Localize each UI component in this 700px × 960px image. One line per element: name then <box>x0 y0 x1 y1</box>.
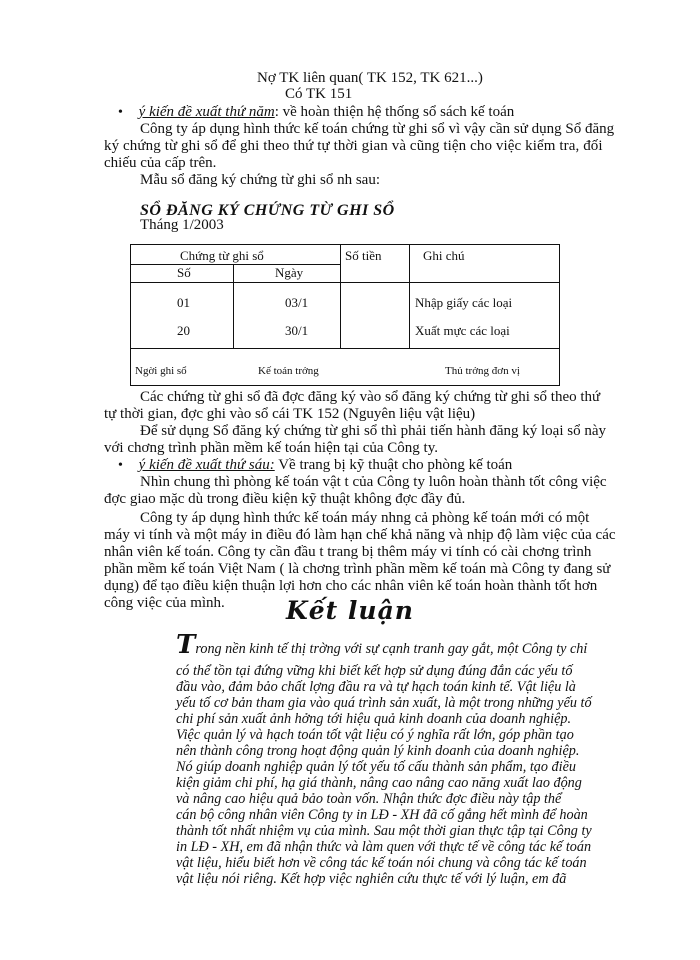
conclusion-line: thành tốt nhất nhiệm vụ của mình. Sau một thời gian thực tập tại Công ty <box>176 823 592 839</box>
proposal5-line: Mẫu sổ đăng ký chứng từ ghi sổ nh sau: <box>140 172 380 188</box>
proposal5-label: ý kiến đề xuất thứ năm <box>138 104 275 120</box>
paragraph-line: với chơng trình phần mềm kế toán hiện tại của Công ty. <box>104 440 438 456</box>
paragraph-line: Để sử dụng Sổ đăng ký chứng từ ghi sổ thì phải tiến hành đăng ký loại sổ này <box>140 423 607 439</box>
bullet-icon: • <box>118 105 123 120</box>
proposal5-line: ký chứng từ ghi sổ để ghi theo thứ tự thời gian và cũng tiện cho việc kiểm tra, đối <box>104 138 603 154</box>
bullet-icon: • <box>118 458 123 473</box>
conclusion-line: và nâng cao hiệu quả bảo toàn vốn. Nhận thức đợc điều này tập thể <box>176 791 562 807</box>
drop-cap: T <box>176 630 196 660</box>
row-note: Nhập giấy các loại <box>415 295 513 310</box>
ledger-title: SỔ ĐĂNG KÝ CHỨNG TỪ GHI SỔ <box>140 202 395 219</box>
conclusion-line: in LĐ - XH, em đã nhận thức và làm quen với thực tế về công tác kế toán <box>176 839 592 855</box>
col-header-amount: Số tiền <box>345 248 382 263</box>
col-header-date: Ngày <box>275 265 304 280</box>
signature-recorder: Ngời ghi sổ <box>135 365 187 377</box>
conclusion-line: yếu tố cơ bản tham gia vào quá trình sản xuất, là một trong những yếu tố <box>176 695 592 711</box>
proposal6-line: Công ty áp dụng hình thức kế toán máy nhng cả phòng kế toán mới có một <box>140 510 590 526</box>
proposal6-line: máy vi tính và một máy in điều đó làm hạn chế khả năng và nhịp độ làm việc của các <box>104 527 616 543</box>
conclusion-line: vật liệu nói riêng. Kết hợp việc nghiên cứu thực tế với lý luận, em đã <box>176 871 567 887</box>
proposal6-line: Nhìn chung thì phòng kế toán vật t của Công ty luôn hoàn thành tốt công việc <box>140 474 607 490</box>
row-number: 20 <box>177 323 190 338</box>
col-header-note: Ghi chú <box>423 248 465 263</box>
proposal6-label: ý kiến đề xuất thứ sáu: <box>138 457 275 473</box>
proposal5-line: Công ty áp dụng hình thức kế toán chứng từ ghi sổ vì vậy cần sử dụng Sổ đăng <box>140 121 615 137</box>
proposal6-line: dụng) để tạo điều kiện thuận lợi hơn cho các nhân viên kế toán hoàn thành tốt hơn <box>104 578 598 594</box>
paragraph-line: Các chứng từ ghi sổ đã đợc đăng ký vào sổ đăng ký chứng từ ghi sổ theo thứ <box>140 389 601 405</box>
paragraph-line: tự thời gian, đợc ghi vào sổ cái TK 152 (Nguyên liệu vật liệu) <box>104 406 476 422</box>
proposal5-topic: : về hoàn thiện hệ thống sổ sách kế toán <box>274 104 515 120</box>
proposal6-line: nhân viên kế toán. Công ty cần đầu t trang bị thêm máy vi tính có cài chơng trình <box>104 544 592 560</box>
conclusion-line: rong nền kinh tế thị trờng với sự cạnh tranh gay gắt, một Công ty chỉ <box>195 641 588 657</box>
conclusion-first-line <box>176 630 587 660</box>
conclusion-title: Kết luận <box>286 596 414 625</box>
conclusion-line: có thể tồn tại đứng vững khi biết kết hợp sử dụng đúng đắn các yếu tố <box>176 663 573 679</box>
conclusion-line: kiện giảm chi phí, hạ giá thành, nâng cao nâng cao năng xuất lao động <box>176 775 582 791</box>
conclusion-line: Việc quản lý và hạch toán tốt vật liệu có ý nghĩa rất lớn, góp phần tạo <box>176 727 574 743</box>
debit-entry: Nợ TK liên quan( TK 152, TK 621...) <box>257 70 483 86</box>
col-header-number: Số <box>177 265 191 280</box>
conclusion-line: Nó giúp doanh nghiệp quản lý tốt yếu tố cấu thành sản phẩm, tạo điều <box>176 759 576 775</box>
signature-head: Thủ trởng đơn vị <box>445 365 520 377</box>
conclusion-line: cán bộ công nhân viên Công ty in LĐ - XH đã cố gắng hết mình để hoàn <box>176 807 588 823</box>
proposal6-line: công việc của mình. <box>104 595 225 611</box>
credit-entry: Có TK 151 <box>285 86 353 102</box>
proposal6-line: phần mềm kế toán Việt Nam ( là chơng trình phần mềm kế toán mà Công ty đang sử <box>104 561 611 577</box>
ledger-month: Tháng 1/2003 <box>140 217 224 233</box>
row-note: Xuất mực các loại <box>415 323 510 338</box>
conclusion-line: vật liệu, hiểu biết hơn về công tác kế toán nói chung và công tác kế toán <box>176 855 587 871</box>
proposal6-topic: Về trang bị kỹ thuật cho phòng kế toán <box>274 457 513 473</box>
col-header-voucher: Chứng từ ghi sổ <box>180 248 264 263</box>
proposal6-heading <box>118 457 512 474</box>
proposal6-line: đợc giao mặc dù trong điều kiện kỹ thuật không đợc đầy đủ. <box>104 491 466 507</box>
conclusion-line: nên thành công trong hoạt động quản lý kinh doanh của doanh nghiệp. <box>176 743 580 759</box>
row-date: 30/1 <box>285 323 309 338</box>
row-number: 01 <box>177 295 190 310</box>
signature-chief-accountant: Kế toán trởng <box>258 365 319 377</box>
proposal5-line: chiếu của cấp trên. <box>104 155 217 171</box>
row-date: 03/1 <box>285 295 309 310</box>
proposal5-heading <box>118 104 514 121</box>
conclusion-line: chi phí sản xuất ảnh hởng tới hiệu quả kinh doanh của doanh nghiệp. <box>176 711 572 727</box>
conclusion-line: đầu vào, đảm bảo chất lợng đầu ra và tự hạch toán kinh tế. Vật liệu là <box>176 679 576 695</box>
